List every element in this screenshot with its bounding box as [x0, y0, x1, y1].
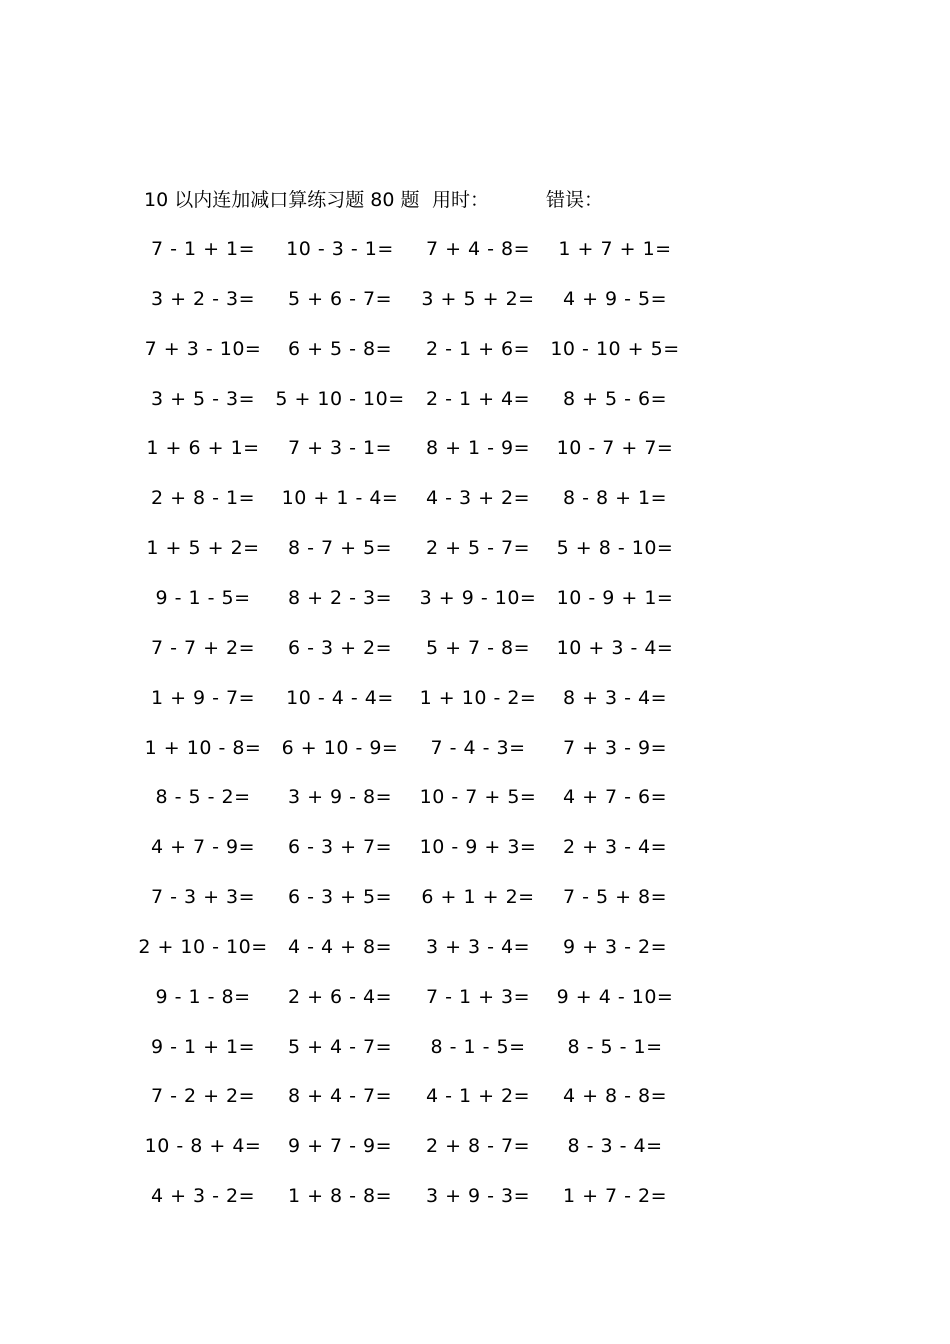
math-problem: 6 - 3 + 2= — [287, 637, 393, 659]
math-problem: 8 - 7 + 5= — [287, 537, 393, 559]
math-problem: 4 - 4 + 8= — [287, 936, 393, 958]
math-problem: 7 - 1 + 1= — [150, 238, 256, 260]
math-problem: 6 + 10 - 9= — [281, 737, 399, 759]
problem-row — [0, 982, 950, 1012]
problem-row — [0, 683, 950, 713]
math-problem: 8 + 5 - 6= — [562, 388, 668, 410]
math-problem: 7 + 3 - 9= — [562, 737, 668, 759]
math-problem: 10 - 9 + 3= — [419, 836, 537, 858]
problem-row — [0, 284, 950, 314]
math-problem: 9 + 7 - 9= — [287, 1135, 393, 1157]
math-problem: 3 + 3 - 4= — [425, 936, 531, 958]
math-problem: 2 + 10 - 10= — [138, 936, 268, 958]
problem-row — [0, 832, 950, 862]
math-problem: 3 + 5 - 3= — [150, 388, 256, 410]
math-problem: 7 + 3 - 10= — [144, 338, 262, 360]
math-problem: 3 + 9 - 10= — [419, 587, 537, 609]
math-problem: 9 - 1 - 8= — [155, 986, 251, 1008]
math-problem: 10 - 4 - 4= — [286, 687, 394, 709]
math-problem: 2 + 5 - 7= — [425, 537, 531, 559]
math-problem: 8 + 1 - 9= — [425, 437, 531, 459]
math-problem: 4 + 7 - 6= — [562, 786, 668, 808]
math-problem: 2 - 1 + 6= — [425, 338, 531, 360]
problem-row — [0, 433, 950, 463]
problem-row — [0, 1032, 950, 1062]
math-problem: 8 - 5 - 2= — [155, 786, 251, 808]
math-problem: 7 - 4 - 3= — [430, 737, 526, 759]
math-problem: 7 - 1 + 3= — [425, 986, 531, 1008]
time-label: 用时： — [432, 189, 490, 211]
problem-row — [0, 782, 950, 812]
math-problem: 5 + 4 - 7= — [287, 1036, 393, 1058]
math-problem: 10 - 7 + 7= — [556, 437, 674, 459]
problem-row — [0, 882, 950, 912]
problem-row — [0, 234, 950, 264]
math-problem: 7 + 3 - 1= — [287, 437, 393, 459]
math-problem: 10 - 9 + 1= — [556, 587, 674, 609]
math-problem: 8 - 8 + 1= — [562, 487, 668, 509]
math-problem: 1 + 9 - 7= — [150, 687, 256, 709]
errors-label: 错误： — [546, 189, 604, 211]
math-problem: 10 + 1 - 4= — [281, 487, 399, 509]
math-problem: 10 - 10 + 5= — [550, 338, 680, 360]
math-problem: 10 - 3 - 1= — [286, 238, 394, 260]
math-problem: 1 + 8 - 8= — [287, 1185, 393, 1207]
math-problem: 8 + 4 - 7= — [287, 1085, 393, 1107]
worksheet-title: 10 以内连加减口算练习题 80 题 — [144, 189, 420, 211]
math-problem: 4 - 1 + 2= — [425, 1085, 531, 1107]
math-problem: 4 + 9 - 5= — [562, 288, 668, 310]
math-problem: 7 - 3 + 3= — [150, 886, 256, 908]
problem-row — [0, 932, 950, 962]
math-problem: 3 + 5 + 2= — [421, 288, 535, 310]
math-problem: 3 + 2 - 3= — [150, 288, 256, 310]
math-problem: 6 + 1 + 2= — [421, 886, 535, 908]
math-problem: 8 - 3 - 4= — [567, 1135, 663, 1157]
math-problem: 10 - 7 + 5= — [419, 786, 537, 808]
math-problem: 5 + 10 - 10= — [275, 388, 405, 410]
math-problem: 8 + 2 - 3= — [287, 587, 393, 609]
math-problem: 4 + 8 - 8= — [562, 1085, 668, 1107]
math-problem: 4 + 3 - 2= — [150, 1185, 256, 1207]
math-problem: 5 + 7 - 8= — [425, 637, 531, 659]
math-problem: 1 + 7 - 2= — [562, 1185, 668, 1207]
problem-row — [0, 583, 950, 613]
problem-row — [0, 1181, 950, 1211]
problem-row — [0, 533, 950, 563]
problem-row — [0, 483, 950, 513]
math-problem: 7 - 5 + 8= — [562, 886, 668, 908]
math-problem: 3 + 9 - 3= — [425, 1185, 531, 1207]
math-problem: 2 + 8 - 1= — [150, 487, 256, 509]
math-problem: 9 + 3 - 2= — [562, 936, 668, 958]
math-problem: 1 + 5 + 2= — [146, 537, 260, 559]
math-problem: 7 - 2 + 2= — [150, 1085, 256, 1107]
math-problem: 10 + 3 - 4= — [556, 637, 674, 659]
math-problem: 1 + 6 + 1= — [146, 437, 260, 459]
math-problem: 5 + 8 - 10= — [556, 537, 674, 559]
math-problem: 10 - 8 + 4= — [144, 1135, 262, 1157]
math-problem: 6 - 3 + 7= — [287, 836, 393, 858]
math-problem: 9 - 1 - 5= — [155, 587, 251, 609]
math-problem: 2 + 8 - 7= — [425, 1135, 531, 1157]
math-problem: 5 + 6 - 7= — [287, 288, 393, 310]
math-problem: 2 - 1 + 4= — [425, 388, 531, 410]
math-problem: 9 - 1 + 1= — [150, 1036, 256, 1058]
math-problem: 7 + 4 - 8= — [425, 238, 531, 260]
math-problem: 8 - 5 - 1= — [567, 1036, 663, 1058]
problem-row — [0, 384, 950, 414]
math-problem: 1 + 10 - 8= — [144, 737, 262, 759]
math-problem: 9 + 4 - 10= — [556, 986, 674, 1008]
math-problem: 2 + 3 - 4= — [562, 836, 668, 858]
math-problem: 7 - 7 + 2= — [150, 637, 256, 659]
math-problem: 6 - 3 + 5= — [287, 886, 393, 908]
math-problem: 1 + 10 - 2= — [419, 687, 537, 709]
math-problem: 3 + 9 - 8= — [287, 786, 393, 808]
problem-row — [0, 334, 950, 364]
math-problem: 4 - 3 + 2= — [425, 487, 531, 509]
math-problem: 4 + 7 - 9= — [150, 836, 256, 858]
problem-row — [0, 633, 950, 663]
math-problem: 2 + 6 - 4= — [287, 986, 393, 1008]
math-problem: 6 + 5 - 8= — [287, 338, 393, 360]
problem-row — [0, 733, 950, 763]
problem-row — [0, 1131, 950, 1161]
problem-row — [0, 1081, 950, 1111]
math-problem: 8 + 3 - 4= — [562, 687, 668, 709]
math-problem: 1 + 7 + 1= — [558, 238, 672, 260]
math-problem: 8 - 1 - 5= — [430, 1036, 526, 1058]
